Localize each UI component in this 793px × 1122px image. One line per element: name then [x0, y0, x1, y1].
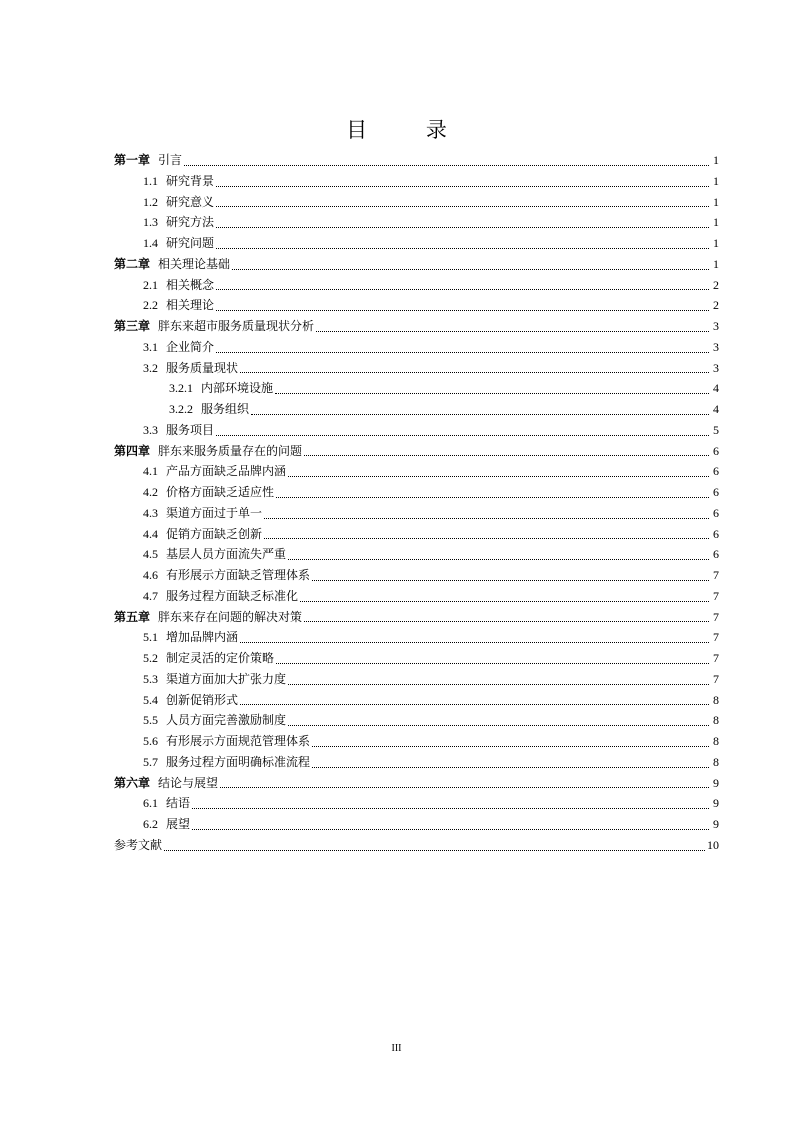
toc-entry-number: 3.2 [143, 360, 158, 375]
toc-entry-label [143, 295, 214, 316]
toc-entry[interactable] [114, 648, 719, 669]
toc-entry-page: 6 [713, 464, 719, 479]
toc-entry[interactable] [114, 420, 719, 441]
toc-entry-text: 参考文献 [114, 837, 163, 852]
toc-entry-number: 1.2 [143, 194, 158, 209]
toc-entry[interactable] [114, 254, 719, 275]
toc-entry-number: 2.1 [143, 277, 158, 292]
toc-entry-label [143, 690, 238, 711]
toc-entry[interactable] [114, 212, 719, 233]
toc-entry-label [143, 503, 262, 524]
toc-entry-label [114, 150, 182, 171]
toc-entry-page: 6 [713, 443, 719, 458]
dot-leader [288, 683, 709, 685]
dot-leader [216, 434, 709, 436]
toc-entry[interactable] [114, 482, 719, 503]
toc-entry-page: 4 [713, 402, 719, 416]
toc-entry[interactable] [114, 586, 719, 607]
toc-entry-text: 人员方面完善激励制度 [166, 713, 287, 728]
toc-entry-label [143, 337, 214, 358]
toc-entry-text: 相关概念 [166, 277, 215, 292]
toc-entry[interactable] [114, 607, 719, 628]
toc-entry-label [143, 648, 274, 669]
toc-entry-number: 6.1 [143, 796, 158, 811]
toc-entry-text: 引言 [158, 153, 183, 167]
toc-entry[interactable] [114, 171, 719, 192]
toc-entry-text: 增加品牌内涵 [166, 630, 239, 645]
dot-leader [275, 392, 709, 394]
toc-entry-label [143, 731, 310, 752]
toc-entry-label [143, 212, 214, 233]
dot-leader [220, 786, 709, 788]
toc-entry-label [143, 482, 274, 503]
toc-entry-text: 产品方面缺乏品牌内涵 [166, 464, 287, 479]
toc-entry-page: 8 [713, 754, 719, 769]
toc-entry-text: 渠道方面过于单一 [166, 505, 263, 520]
toc-entry-label [143, 565, 310, 586]
toc-entry[interactable] [114, 461, 719, 482]
toc-entry[interactable] [114, 524, 719, 545]
dot-leader [240, 703, 709, 705]
toc-entry-text: 服务项目 [166, 422, 215, 437]
dot-leader [251, 413, 709, 415]
dot-leader [216, 226, 709, 228]
toc-entry[interactable] [114, 316, 719, 337]
toc-entry-text: 相关理论基础 [158, 256, 231, 271]
toc-entry-page: 7 [713, 630, 719, 645]
toc-entry[interactable] [114, 192, 719, 213]
toc-entry-page: 7 [713, 609, 719, 624]
dot-leader [216, 185, 709, 187]
toc-entry-text: 胖东来服务质量存在的问题 [158, 443, 303, 458]
toc-entry-text: 结语 [166, 796, 191, 811]
dot-leader [312, 745, 709, 747]
toc-entry-text: 服务质量现状 [166, 360, 239, 375]
toc-entry[interactable] [114, 669, 719, 690]
toc-entry-text: 有形展示方面缺乏管理体系 [166, 568, 311, 582]
toc-entry-text: 研究方法 [166, 215, 215, 230]
toc-entry-page: 3 [713, 319, 719, 333]
dot-leader [240, 371, 709, 373]
toc-entry-label [143, 710, 286, 731]
toc-entry[interactable] [114, 503, 719, 524]
toc-entry-number: 4.5 [143, 547, 158, 562]
toc-entry[interactable] [114, 752, 719, 773]
toc-entry[interactable] [114, 793, 719, 814]
toc-entry-page: 6 [713, 526, 719, 541]
toc-entry-text: 促销方面缺乏创新 [166, 526, 263, 541]
toc-entry-page: 6 [713, 547, 719, 562]
dot-leader [264, 537, 709, 539]
dot-leader [276, 662, 709, 664]
toc-entry-text: 结论与展望 [158, 775, 219, 790]
toc-entry-label [114, 607, 302, 628]
toc-entry-number: 4.3 [143, 505, 158, 520]
toc-entry-number: 第四章 [114, 443, 151, 458]
dot-leader [288, 558, 709, 560]
toc-entry-text: 价格方面缺乏适应性 [166, 485, 275, 499]
toc-entry-label [143, 793, 190, 814]
dot-leader [312, 766, 709, 768]
toc-entry[interactable] [114, 295, 719, 316]
dot-leader [216, 205, 709, 207]
toc-entry-text: 展望 [166, 817, 191, 831]
toc-entry-label [114, 773, 218, 794]
toc-entry-label [143, 233, 214, 254]
toc-entry[interactable] [114, 731, 719, 752]
toc-entry-text: 有形展示方面规范管理体系 [166, 734, 311, 748]
toc-entry-label [143, 275, 214, 296]
toc-entry-page: 3 [713, 360, 719, 375]
dot-leader [164, 849, 705, 851]
toc-entry-page: 8 [713, 713, 719, 728]
toc-entry[interactable] [114, 627, 719, 648]
toc-entry-number: 第三章 [114, 319, 151, 333]
toc-entry-page: 5 [713, 422, 719, 437]
toc-entry-page: 1 [713, 153, 719, 167]
toc-entry-page: 7 [713, 568, 719, 582]
toc-entry[interactable] [114, 441, 719, 462]
toc-entry-label [114, 316, 314, 337]
dot-leader [288, 475, 709, 477]
toc-entry-page: 8 [713, 692, 719, 707]
toc-entry-label [143, 420, 214, 441]
toc-entry-page: 7 [713, 671, 719, 686]
toc-entry-page: 9 [713, 796, 719, 811]
toc-entry-label [143, 544, 286, 565]
toc-entry-label [143, 627, 238, 648]
dot-leader [216, 309, 709, 311]
toc-entry[interactable] [114, 337, 719, 358]
toc-entry-text: 研究问题 [166, 236, 215, 250]
toc-entry-number: 5.7 [143, 754, 158, 769]
dot-leader [312, 579, 709, 581]
toc-entry-page: 7 [713, 651, 719, 665]
dot-leader [216, 288, 709, 290]
toc-entry-label [143, 752, 310, 773]
toc-entry-number: 4.7 [143, 588, 158, 603]
toc-entry-number: 1.1 [143, 173, 158, 188]
dot-leader [264, 517, 709, 519]
toc-entry-number: 5.4 [143, 692, 158, 707]
toc-entry-text: 服务过程方面缺乏标准化 [166, 588, 299, 603]
page-title: 目 录 [346, 118, 473, 142]
toc-entry[interactable] [114, 544, 719, 565]
toc-entry-number: 3.1 [143, 339, 158, 354]
toc-entry[interactable] [114, 233, 719, 254]
dot-leader [184, 164, 709, 166]
toc-entry-label [143, 669, 286, 690]
toc-entry-text: 服务组织 [201, 402, 250, 416]
dot-leader [240, 641, 709, 643]
toc-entry-number: 1.4 [143, 236, 158, 250]
toc-entry[interactable] [114, 690, 719, 711]
dot-leader [316, 330, 709, 332]
toc-entry-number: 3.3 [143, 422, 158, 437]
dot-leader [216, 247, 709, 249]
dot-leader [216, 351, 709, 353]
toc-entry[interactable] [114, 399, 719, 420]
toc-entry-page: 1 [713, 173, 719, 188]
table-of-contents [114, 150, 719, 856]
toc-entry-page: 7 [713, 588, 719, 603]
toc-entry-number: 5.2 [143, 651, 158, 665]
toc-entry-page: 2 [713, 298, 719, 313]
toc-entry-number: 第五章 [114, 609, 151, 624]
toc-entry-number: 3.2.1 [169, 381, 193, 396]
toc-entry-number: 4.1 [143, 464, 158, 479]
toc-entry-number: 4.4 [143, 526, 158, 541]
dot-leader [192, 807, 709, 809]
dot-leader [288, 724, 709, 726]
toc-entry-label [143, 524, 262, 545]
toc-entry-label [169, 399, 249, 420]
toc-entry-label [114, 441, 302, 462]
toc-entry-number: 5.1 [143, 630, 158, 645]
dot-leader [304, 620, 709, 622]
toc-entry[interactable] [114, 565, 719, 586]
toc-entry-label [143, 814, 190, 835]
toc-entry-number: 第六章 [114, 775, 151, 790]
toc-entry-text: 研究意义 [166, 194, 215, 209]
toc-entry-text: 制定灵活的定价策略 [166, 651, 275, 665]
toc-entry-label [143, 461, 286, 482]
toc-entry-page: 6 [713, 485, 719, 499]
toc-entry-page: 2 [713, 277, 719, 292]
toc-entry-label [114, 254, 230, 275]
toc-entry-text: 胖东来超市服务质量现状分析 [158, 319, 315, 333]
dot-leader [276, 496, 709, 498]
toc-entry[interactable] [114, 773, 719, 794]
toc-entry-text: 研究背景 [166, 173, 215, 188]
toc-entry-page: 1 [713, 256, 719, 271]
toc-entry-number: 4.6 [143, 568, 158, 582]
toc-entry-number: 1.3 [143, 215, 158, 230]
toc-entry[interactable] [114, 835, 719, 856]
toc-entry-text: 创新促销形式 [166, 692, 239, 707]
dot-leader [232, 268, 709, 270]
toc-entry-number: 5.3 [143, 671, 158, 686]
toc-entry-page: 8 [713, 734, 719, 748]
toc-entry-page: 1 [713, 194, 719, 209]
page-number: III [391, 1043, 402, 1054]
toc-entry-label [143, 586, 298, 607]
toc-entry-number: 第一章 [114, 153, 151, 167]
toc-entry-number: 4.2 [143, 485, 158, 499]
toc-entry-page: 1 [713, 236, 719, 250]
toc-entry-page: 10 [707, 837, 719, 852]
toc-entry-page: 6 [713, 505, 719, 520]
toc-entry-number: 5.5 [143, 713, 158, 728]
dot-leader [300, 600, 709, 602]
toc-entry-number: 第二章 [114, 256, 151, 271]
toc-entry-page: 4 [713, 381, 719, 396]
dot-leader [192, 828, 709, 830]
toc-entry[interactable] [114, 150, 719, 171]
toc-entry-text: 基层人员方面流失严重 [166, 547, 287, 562]
toc-entry-text: 渠道方面加大扩张力度 [166, 671, 287, 686]
toc-entry-text: 内部环境设施 [201, 381, 274, 396]
toc-entry-text: 胖东来存在问题的解决对策 [158, 609, 303, 624]
toc-entry-number: 6.2 [143, 817, 158, 831]
toc-entry[interactable] [114, 358, 719, 379]
toc-entry-label [169, 378, 273, 399]
toc-entry-label [114, 835, 162, 856]
toc-entry-page: 9 [713, 775, 719, 790]
toc-entry-text: 企业简介 [166, 339, 215, 354]
toc-entry-page: 3 [713, 339, 719, 354]
toc-entry[interactable] [114, 814, 719, 835]
toc-entry[interactable] [114, 710, 719, 731]
toc-entry-label [143, 171, 214, 192]
dot-leader [304, 454, 709, 456]
toc-entry-page: 1 [713, 215, 719, 230]
toc-entry-page: 9 [713, 817, 719, 831]
toc-entry[interactable] [114, 275, 719, 296]
toc-entry-label [143, 358, 238, 379]
toc-entry[interactable] [114, 378, 719, 399]
toc-entry-number: 5.6 [143, 734, 158, 748]
toc-entry-label [143, 192, 214, 213]
toc-entry-number: 3.2.2 [169, 402, 193, 416]
toc-entry-text: 服务过程方面明确标准流程 [166, 754, 311, 769]
toc-entry-text: 相关理论 [166, 298, 215, 313]
toc-entry-number: 2.2 [143, 298, 158, 313]
